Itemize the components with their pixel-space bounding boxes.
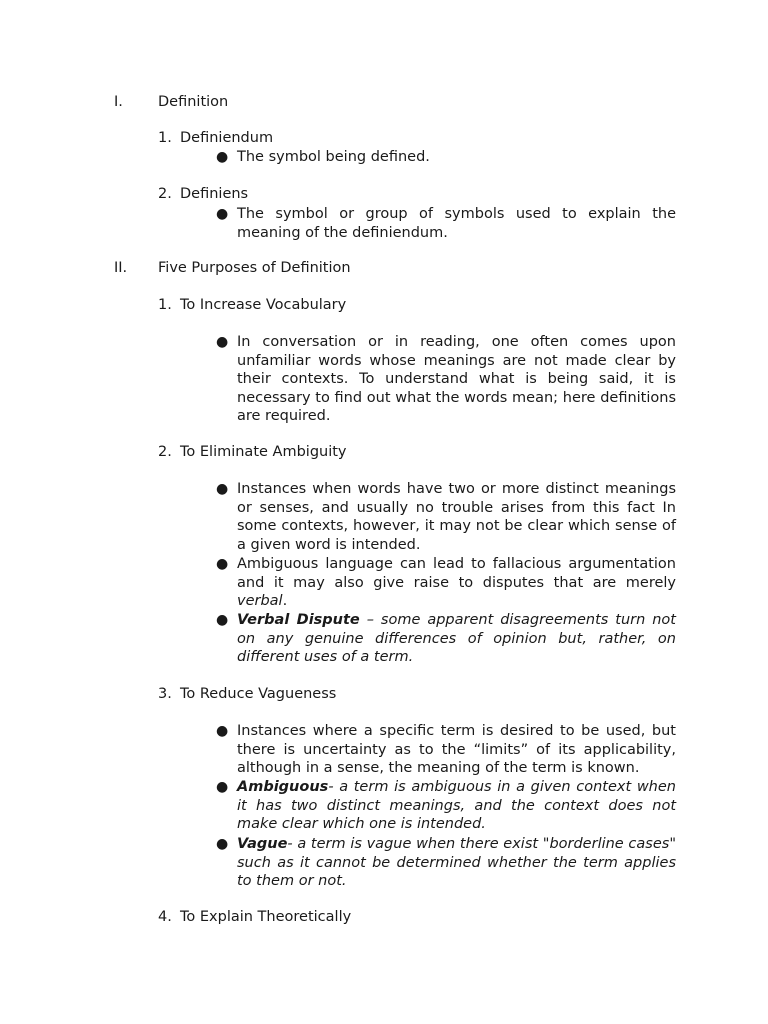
subheading-number: 3. — [158, 686, 172, 702]
list-item — [216, 480, 676, 554]
subheading-label: Definiendum — [180, 130, 274, 146]
bullet-text-main: Ambiguous language can lead to fallacious argumentation and it may also give raise to disputes that are merely — [237, 556, 676, 591]
subheading-increase-vocabulary — [158, 296, 346, 315]
list-item — [216, 611, 676, 667]
subheading-number: 2. — [158, 186, 172, 202]
bullet-text: Instances where a specific term is desired to be used, but there is uncertainty as to the “limits” of its applicability, although in a sense, the meaning of the term is known. — [237, 723, 676, 777]
bullet-icon: ● — [216, 612, 229, 628]
subheading-number: 1. — [158, 297, 172, 313]
subheading-definiens — [158, 185, 248, 204]
defined-term: Ambiguous — [237, 779, 329, 795]
subheading-reduce-vagueness — [158, 685, 336, 704]
bullet-text — [237, 835, 676, 891]
bullet-text — [237, 778, 676, 834]
bullet-text: In conversation or in reading, one often comes upon unfamiliar words whose meanings are not made clear by their contexts. To understand what is being said, it is necessary to find out what the words mean; here definitions are required. — [237, 334, 676, 425]
section-1-numeral: I. — [114, 94, 123, 110]
bullet-icon: ● — [216, 149, 229, 165]
bullet-text-end: . — [282, 593, 288, 610]
bullet-icon: ● — [216, 334, 229, 350]
defined-term: Vague — [237, 836, 288, 852]
bullet-icon: ● — [216, 481, 229, 497]
subheading-number: 1. — [158, 130, 172, 146]
term-definition: - a term is vague when there exist "borderline cases" such as it cannot be determined whether the term applies to them or not. — [237, 836, 676, 890]
bullet-text — [237, 555, 676, 611]
bullet-icon: ● — [216, 779, 229, 795]
subheading-label: To Increase Vocabulary — [180, 297, 347, 313]
list-item — [216, 722, 676, 778]
term-definition: - a term is ambiguous in a given context when it has two distinct meanings, and the context does not make clear which one is intended. — [237, 779, 676, 833]
subheading-label: To Reduce Vagueness — [180, 686, 337, 702]
list-item — [216, 835, 676, 891]
bullet-icon: ● — [216, 723, 229, 739]
subheading-number: 4. — [158, 909, 172, 925]
term-definition: – some apparent disagreements turn not on any genuine differences of opinion but, rather, on different uses of a term. — [237, 612, 676, 666]
bullet-text — [237, 611, 676, 667]
emphasis-text: verbal — [237, 593, 283, 610]
list-item — [216, 205, 676, 242]
section-2-numeral: II. — [114, 260, 128, 276]
subheading-label: To Eliminate Ambiguity — [180, 444, 347, 460]
bullet-text: Instances when words have two or more distinct meanings or senses, and usually no trouble arises from this fact In some contexts, however, it may not be clear which sense of a given word is intended. — [237, 481, 676, 553]
subheading-explain-theoretically — [158, 908, 351, 927]
subheading-eliminate-ambiguity — [158, 443, 347, 462]
bullet-icon: ● — [216, 206, 229, 222]
list-item — [216, 778, 676, 834]
bullet-icon: ● — [216, 836, 229, 852]
bullet-text: The symbol being defined. — [237, 149, 430, 165]
list-item — [216, 555, 676, 611]
bullet-text: The symbol or group of symbols used to explain the meaning of the definiendum. — [237, 206, 676, 241]
bullet-icon: ● — [216, 556, 229, 572]
subheading-number: 2. — [158, 444, 172, 460]
subheading-definiendum — [158, 129, 273, 148]
subheading-label: Definiens — [180, 186, 249, 202]
list-item — [216, 148, 676, 167]
list-item — [216, 333, 676, 426]
defined-term: Verbal Dispute — [237, 612, 360, 628]
section-2-heading: Five Purposes of Definition — [158, 260, 351, 276]
subheading-label: To Explain Theoretically — [180, 909, 352, 925]
section-1-heading: Definition — [158, 94, 229, 110]
